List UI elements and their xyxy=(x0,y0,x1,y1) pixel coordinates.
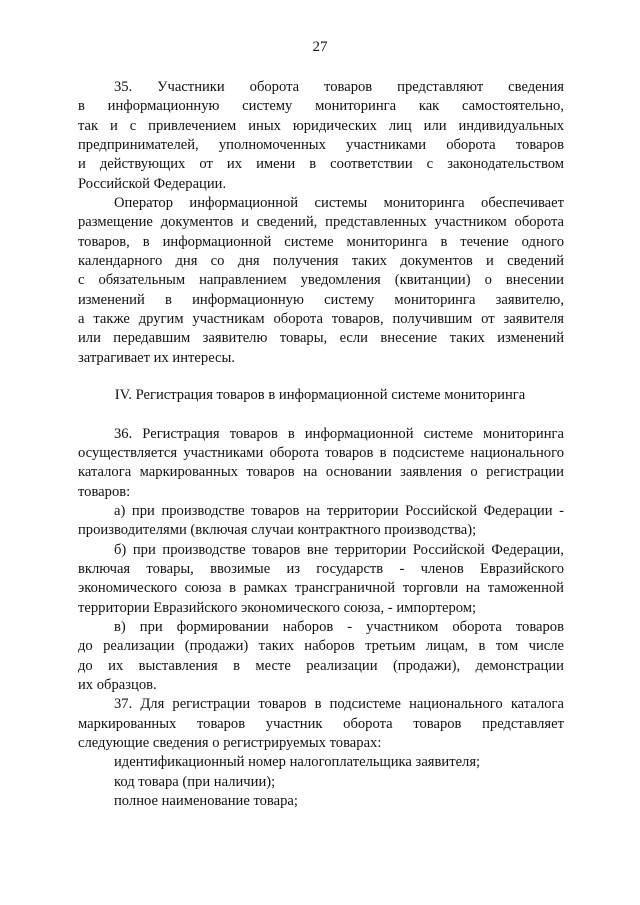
text-line: с обязательным направлением уведомления (квитанции) о внесении xyxy=(78,272,564,288)
text-line: экономического союза в рамках трансграничной торговли на таможенной xyxy=(78,580,564,596)
text-line: полное наименование товара; xyxy=(114,793,298,809)
text-line: их образцов. xyxy=(78,677,157,693)
section-heading: IV. Регистрация товаров в информационной системе мониторинга xyxy=(114,387,526,403)
text-line: до реализации (продажи) таких наборов третьим лицам, в том числе xyxy=(78,638,564,654)
text-line: Российской Федерации. xyxy=(78,176,227,192)
text-line: и действующих от их имени в соответствии с законодательством xyxy=(78,156,564,172)
text-line: территории Евразийского экономического союза, - импортером; xyxy=(78,600,477,616)
text-line: календарного дня со дня получения таких документов и сведений xyxy=(78,253,564,269)
text-line: б) при производстве товаров вне территории Российской Федерации, xyxy=(114,542,564,558)
text-line: предпринимателей, уполномоченных участниками оборота товаров xyxy=(78,137,564,153)
text-line: осуществляется участниками оборота товаров в подсистеме национального xyxy=(78,445,564,461)
page-number: 27 xyxy=(312,39,328,55)
text-line: так и с привлечением иных юридических лиц или индивидуальных xyxy=(78,118,564,134)
text-line: а также другим участникам оборота товаров, получившим от заявителя xyxy=(78,311,564,327)
text-line: в информационную систему мониторинга как самостоятельно, xyxy=(78,98,564,114)
text-line: 36. Регистрация товаров в информационной системе мониторинга xyxy=(114,426,564,442)
text-line: код товара (при наличии); xyxy=(114,774,276,790)
text-line: в) при формировании наборов - участником оборота товаров xyxy=(114,619,564,635)
text-line: включая товары, ввозимые из государств - членов Евразийского xyxy=(78,561,564,577)
text-line: а) при производстве товаров на территории Российской Федерации - xyxy=(114,503,564,519)
text-line: производителями (включая случаи контрактного производства); xyxy=(78,522,477,538)
text-line: до их выставления в месте реализации (продажи), демонстрации xyxy=(78,658,564,674)
text-line: 37. Для регистрации товаров в подсистеме национального каталога xyxy=(114,696,564,712)
text-line: Оператор информационной системы мониторинга обеспечивает xyxy=(114,195,564,211)
text-line: размещение документов и сведений, представленных участником оборота xyxy=(78,214,564,230)
text-line: 35. Участники оборота товаров представляют сведения xyxy=(114,79,564,95)
text-line: следующие сведения о регистрируемых товарах: xyxy=(78,735,382,751)
text-line: товаров: xyxy=(78,484,131,500)
text-line: каталога маркированных товаров на основании заявления о регистрации xyxy=(78,464,564,480)
text-line: маркированных товаров участник оборота товаров представляет xyxy=(78,716,564,732)
text-line: товаров, в информационной системе мониторинга в течение одного xyxy=(78,234,564,250)
text-line: изменений в информационную систему мониторинга заявителю, xyxy=(78,292,564,308)
text-line: идентификационный номер налогоплательщика заявителя; xyxy=(114,754,481,770)
text-line: затрагивает их интересы. xyxy=(78,350,235,366)
text-line: или передавшим заявителю товары, если внесение таких изменений xyxy=(78,330,564,346)
